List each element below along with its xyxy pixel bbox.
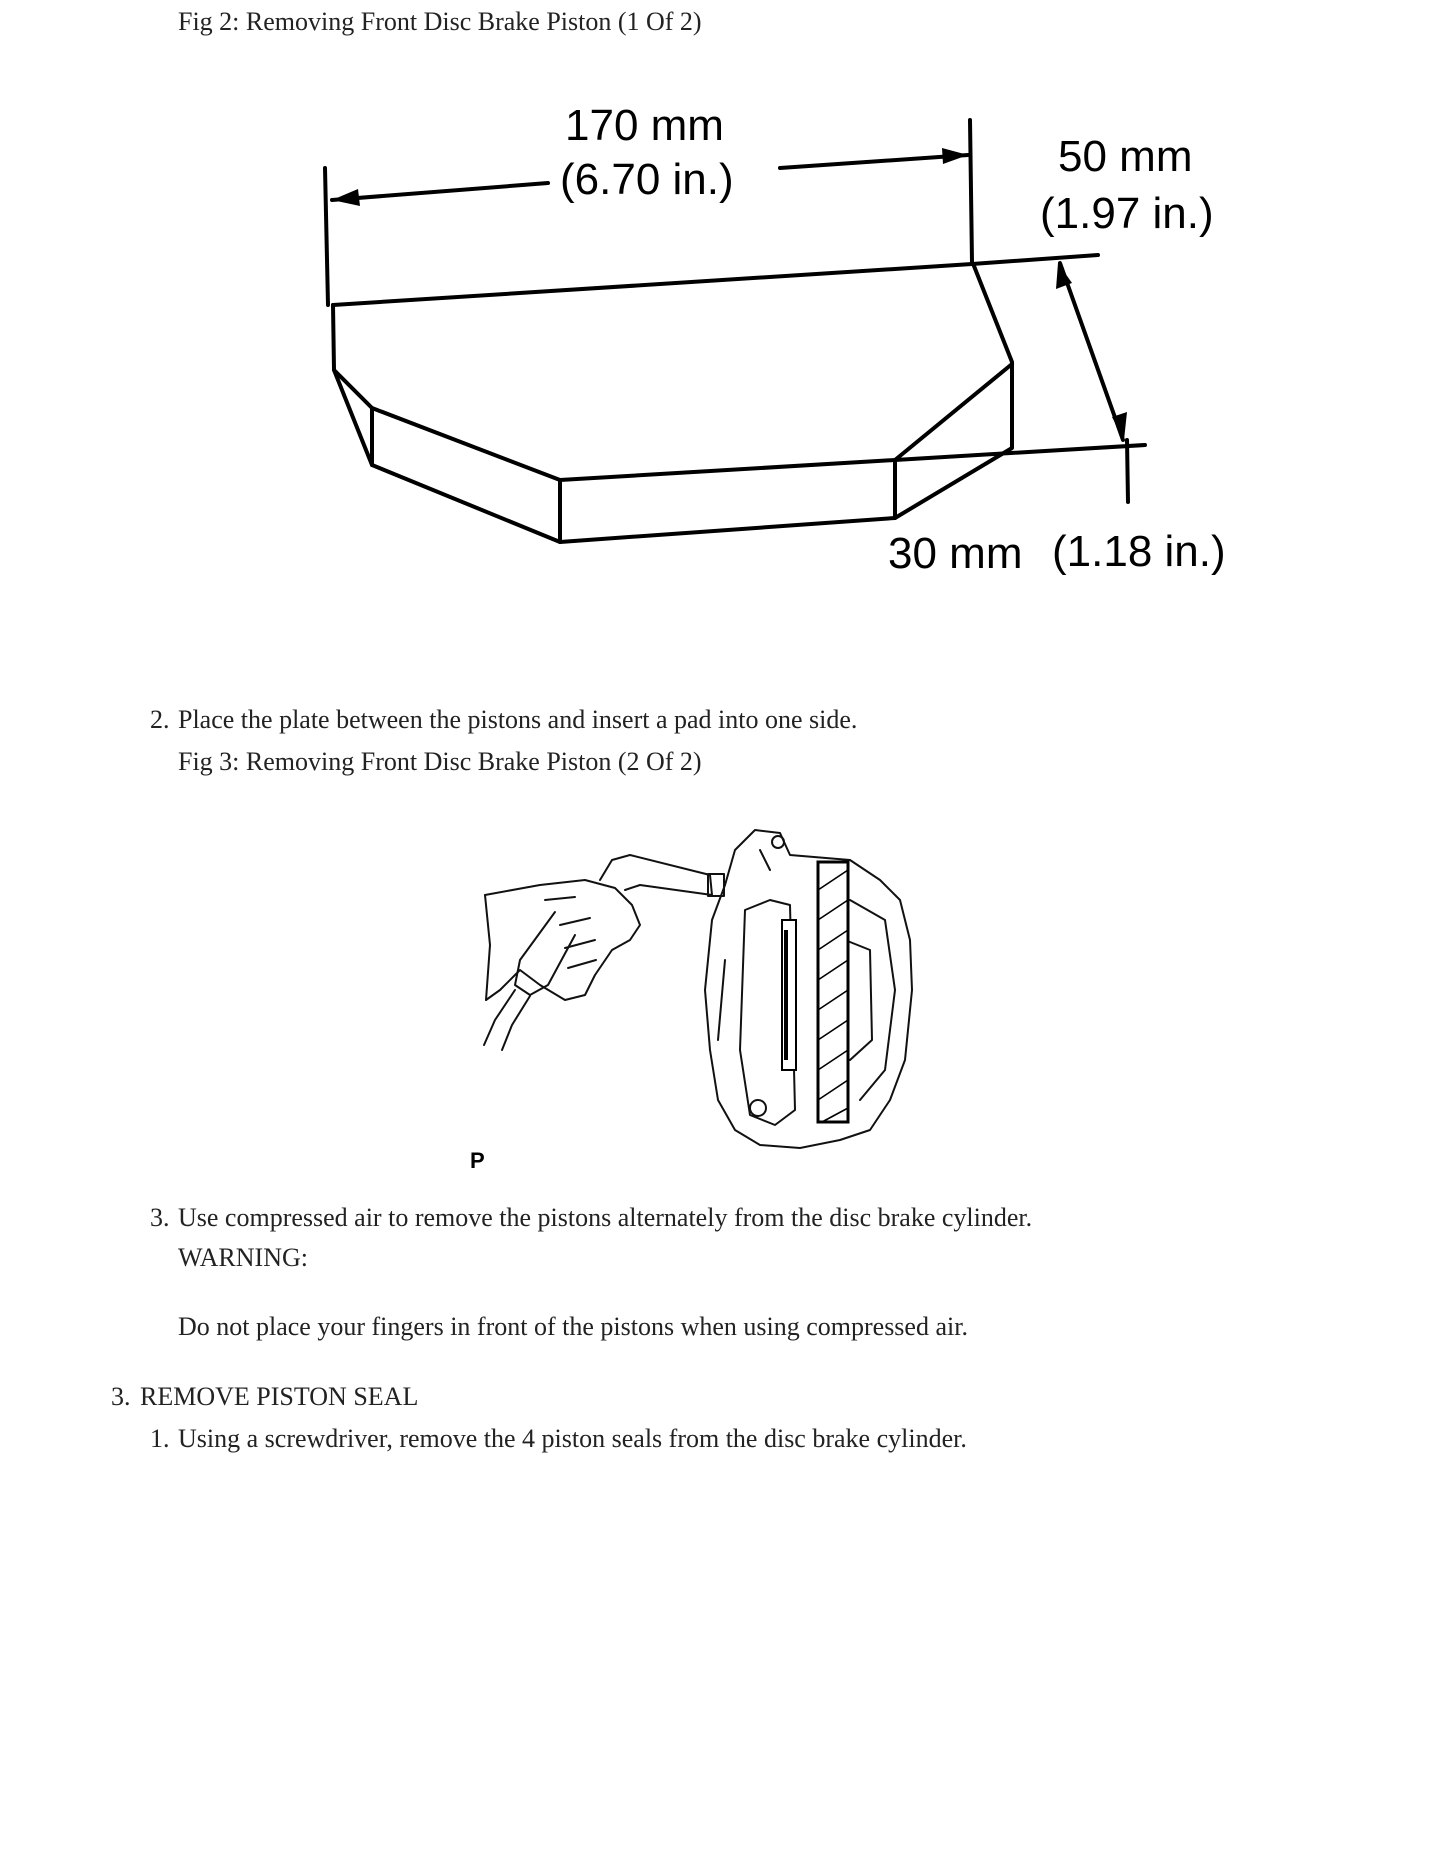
fig3-caliper-bolt-top	[772, 836, 784, 848]
fig3-plate	[818, 862, 848, 1122]
fig2-height-label-in: (1.97 in.)	[1040, 189, 1214, 238]
fig2-width-dimension-left	[332, 183, 548, 200]
step3-warning-text: Do not place your fingers in front of the pistons when using compressed air.	[178, 1312, 968, 1341]
step2-text: Place the plate between the pistons and insert a pad into one side.	[178, 705, 858, 734]
fig2-arrowhead-right	[942, 148, 968, 164]
step2-number: 2.	[150, 705, 170, 734]
fig3-pad	[782, 920, 796, 1070]
fig2-caption: Fig 2: Removing Front Disc Brake Piston (1 Of 2)	[178, 7, 702, 36]
fig2-left-extension-line	[325, 168, 328, 305]
section3-step1-text: Using a screwdriver, remove the 4 piston seals from the disc brake cylinder.	[178, 1424, 967, 1453]
fig2-height-label-mm: 50 mm	[1058, 132, 1193, 181]
fig3-caliper-details	[718, 850, 895, 1100]
step3-number: 3.	[150, 1203, 170, 1232]
fig2-depth-label-mm: 30 mm	[888, 529, 1023, 578]
fig2-arrowhead-left	[332, 189, 360, 206]
fig2-right-extension-line	[970, 120, 972, 262]
fig3-fingers	[545, 897, 596, 968]
fig2-plate-inner-left	[334, 364, 1012, 480]
fig2-width-label-in: (6.70 in.)	[560, 155, 734, 204]
fig2-width-label-mm: 170 mm	[565, 101, 724, 150]
fig3-sleeve	[485, 895, 490, 1000]
section3-step1-number: 1.	[150, 1424, 170, 1453]
fig2-lower-reference-line	[895, 445, 1145, 460]
fig3-caliper-illustration	[470, 815, 930, 1165]
fig3-caption: Fig 3: Removing Front Disc Brake Piston (2 Of 2)	[178, 747, 702, 776]
fig2-width-dimension-right	[780, 155, 968, 168]
step3-warning-label: WARNING:	[178, 1243, 308, 1272]
section3-title: REMOVE PISTON SEAL	[140, 1382, 419, 1411]
fig3-caliper-bolt	[750, 1100, 766, 1116]
section3-number: 3.	[111, 1382, 131, 1411]
fig2-height-dimension	[1060, 263, 1123, 440]
fig2-plate-outline	[333, 266, 1012, 542]
fig2-depth-label-in: (1.18 in.)	[1052, 527, 1226, 576]
fig2-depth-extension	[1127, 440, 1128, 502]
fig3-corner-label: P	[470, 1148, 485, 1173]
fig2-plate-top-edge	[333, 255, 1098, 305]
fig3-caliper-body	[705, 830, 912, 1148]
step3-text: Use compressed air to remove the pistons alternately from the disc brake cylinder.	[178, 1203, 1033, 1232]
fig3-air-hose	[484, 990, 530, 1050]
